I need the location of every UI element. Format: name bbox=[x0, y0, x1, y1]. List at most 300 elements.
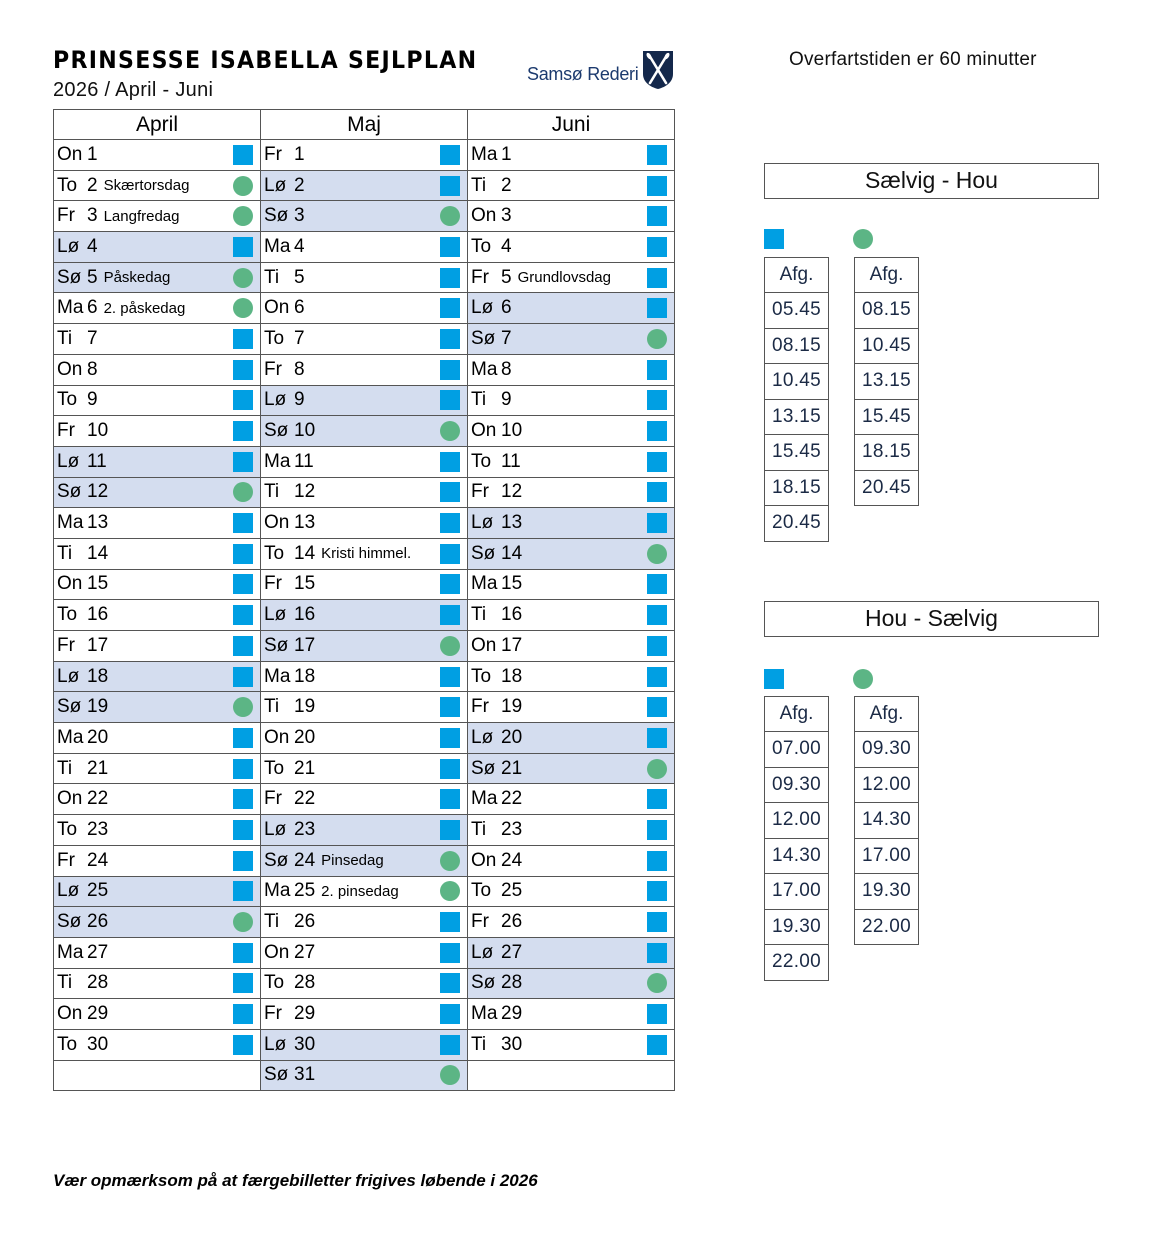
day-content bbox=[54, 754, 260, 784]
weekday-label: Ma bbox=[57, 512, 84, 534]
day-number: 5 bbox=[501, 266, 512, 288]
blue-square-icon bbox=[233, 636, 253, 656]
weekday-label: Ti bbox=[471, 604, 487, 626]
day-content bbox=[468, 478, 674, 508]
day-number: 30 bbox=[87, 1033, 109, 1055]
blue-square-icon bbox=[647, 421, 667, 441]
day-content bbox=[468, 539, 674, 569]
day-cell bbox=[261, 201, 468, 232]
weekday-label: Ti bbox=[471, 174, 487, 196]
calendar-row bbox=[54, 845, 675, 876]
calendar-row bbox=[54, 968, 675, 999]
weekday-label: Sø bbox=[57, 266, 82, 288]
blue-square-icon bbox=[647, 943, 667, 963]
day-content bbox=[468, 324, 674, 354]
day-number: 18 bbox=[501, 665, 523, 687]
blue-square-icon bbox=[647, 1004, 667, 1024]
day-number: 26 bbox=[501, 911, 523, 933]
departure-time: 15.45 bbox=[765, 435, 829, 471]
day-number: 11 bbox=[501, 450, 521, 472]
weekday-label: Fr bbox=[471, 911, 489, 933]
green-circle-icon bbox=[440, 1065, 460, 1085]
day-cell bbox=[261, 477, 468, 508]
day-content bbox=[54, 907, 260, 937]
day-content bbox=[261, 171, 467, 201]
timetable-row bbox=[765, 732, 829, 768]
day-number: 6 bbox=[87, 297, 98, 319]
day-number: 27 bbox=[87, 941, 109, 963]
timetable-header-row bbox=[855, 697, 919, 732]
weekday-label: Lø bbox=[264, 1033, 287, 1055]
timetable-saelvig-hou-square bbox=[764, 257, 829, 542]
day-number: 21 bbox=[501, 757, 523, 779]
blue-square-icon bbox=[440, 667, 460, 687]
day-number: 29 bbox=[87, 1003, 109, 1025]
blue-square-icon bbox=[233, 881, 253, 901]
day-cell bbox=[54, 201, 261, 232]
day-number: 3 bbox=[87, 205, 98, 227]
weekday-label: To bbox=[471, 880, 492, 902]
timetable-row bbox=[855, 435, 919, 471]
page-title: PRINSESSE ISABELLA SEJLPLAN bbox=[53, 46, 478, 74]
day-cell bbox=[54, 170, 261, 201]
timetable-row bbox=[765, 293, 829, 329]
departure-time: 10.45 bbox=[765, 364, 829, 400]
day-cell bbox=[261, 723, 468, 754]
weekday-label: Ma bbox=[264, 880, 291, 902]
day-number: 28 bbox=[501, 972, 523, 994]
green-circle-icon bbox=[233, 482, 253, 502]
day-cell bbox=[261, 232, 468, 263]
green-circle-icon bbox=[647, 973, 667, 993]
blue-square-icon bbox=[647, 881, 667, 901]
weekday-label: Fr bbox=[264, 143, 282, 165]
day-content bbox=[468, 723, 674, 753]
day-number: 27 bbox=[294, 941, 316, 963]
calendar-row bbox=[54, 508, 675, 539]
weekday-label: Lø bbox=[471, 726, 494, 748]
weekday-label: Sø bbox=[264, 205, 289, 227]
day-content bbox=[261, 263, 467, 293]
weekday-label: Ti bbox=[471, 1033, 487, 1055]
departure-header: Afg. bbox=[855, 258, 919, 293]
timetable-header-row bbox=[765, 258, 829, 293]
calendar-row bbox=[54, 600, 675, 631]
day-number: 10 bbox=[501, 420, 523, 442]
day-cell bbox=[54, 937, 261, 968]
calendar-row bbox=[54, 446, 675, 477]
timetable-row bbox=[855, 838, 919, 874]
blue-square-icon bbox=[764, 229, 784, 249]
departure-time: 08.15 bbox=[765, 328, 829, 364]
day-content bbox=[468, 600, 674, 630]
day-cell bbox=[468, 569, 675, 600]
weekday-label: Ma bbox=[264, 235, 291, 257]
weekday-label: Sø bbox=[57, 696, 82, 718]
departure-time: 12.00 bbox=[855, 767, 919, 803]
timetable-header-row bbox=[765, 697, 829, 732]
day-cell bbox=[261, 907, 468, 938]
day-content bbox=[54, 846, 260, 876]
day-number: 14 bbox=[294, 542, 316, 564]
weekday-label: To bbox=[471, 665, 492, 687]
departure-time: 13.15 bbox=[855, 364, 919, 400]
weekday-label: Ti bbox=[264, 266, 280, 288]
blue-square-icon bbox=[233, 728, 253, 748]
day-content bbox=[54, 662, 260, 692]
day-cell bbox=[54, 569, 261, 600]
day-number: 21 bbox=[294, 757, 316, 779]
green-circle-icon bbox=[853, 669, 873, 689]
day-cell bbox=[54, 538, 261, 569]
day-cell bbox=[54, 907, 261, 938]
timetable-row bbox=[765, 909, 829, 945]
sailing-calendar bbox=[53, 109, 675, 1091]
blue-square-icon bbox=[440, 728, 460, 748]
day-content bbox=[468, 447, 674, 477]
blue-square-icon bbox=[647, 636, 667, 656]
blue-square-icon bbox=[647, 390, 667, 410]
day-content bbox=[54, 447, 260, 477]
timetable-row bbox=[765, 364, 829, 400]
day-content bbox=[261, 1061, 467, 1091]
day-content bbox=[468, 1030, 674, 1060]
blue-square-icon bbox=[647, 206, 667, 226]
day-cell bbox=[54, 784, 261, 815]
departure-time: 09.30 bbox=[765, 767, 829, 803]
weekday-label: On bbox=[264, 297, 290, 319]
calendar-row bbox=[54, 692, 675, 723]
day-cell bbox=[261, 416, 468, 447]
day-number: 16 bbox=[87, 604, 109, 626]
calendar-row bbox=[54, 477, 675, 508]
weekday-label: On bbox=[57, 573, 83, 595]
calendar-row bbox=[54, 170, 675, 201]
weekday-label: Ti bbox=[57, 757, 73, 779]
calendar-row bbox=[54, 569, 675, 600]
weekday-label: Ti bbox=[264, 481, 280, 503]
day-cell bbox=[261, 508, 468, 539]
departure-time: 22.00 bbox=[765, 945, 829, 981]
green-circle-icon bbox=[233, 206, 253, 226]
day-content bbox=[468, 662, 674, 692]
day-cell bbox=[261, 140, 468, 171]
day-content bbox=[468, 416, 674, 446]
timetable-row bbox=[855, 470, 919, 506]
weekday-label: To bbox=[57, 1033, 78, 1055]
day-number: 10 bbox=[294, 420, 316, 442]
weekday-label: Fr bbox=[57, 420, 75, 442]
weekday-label: Sø bbox=[57, 911, 82, 933]
blue-square-icon bbox=[233, 360, 253, 380]
calendar-row bbox=[54, 815, 675, 846]
day-content bbox=[54, 1030, 260, 1060]
weekday-label: Lø bbox=[264, 389, 287, 411]
day-cell bbox=[468, 968, 675, 999]
weekday-label: Ti bbox=[57, 972, 73, 994]
holiday-label: 2. pinsedag bbox=[321, 882, 399, 900]
day-number: 22 bbox=[501, 788, 523, 810]
calendar-row bbox=[54, 999, 675, 1030]
blue-square-icon bbox=[440, 544, 460, 564]
day-content bbox=[468, 692, 674, 722]
day-content bbox=[261, 324, 467, 354]
day-cell bbox=[261, 446, 468, 477]
day-cell bbox=[468, 815, 675, 846]
day-cell bbox=[54, 385, 261, 416]
day-cell bbox=[261, 937, 468, 968]
timetable-hou-saelvig-square bbox=[764, 696, 829, 981]
weekday-label: Fr bbox=[264, 788, 282, 810]
day-cell bbox=[468, 262, 675, 293]
calendar-row bbox=[54, 416, 675, 447]
day-cell bbox=[468, 293, 675, 324]
calendar-row bbox=[54, 784, 675, 815]
timetable-row bbox=[765, 838, 829, 874]
blue-square-icon bbox=[440, 789, 460, 809]
timetable-header-row bbox=[855, 258, 919, 293]
timetable-row bbox=[855, 293, 919, 329]
day-number: 5 bbox=[294, 266, 305, 288]
holiday-label: Skærtorsdag bbox=[103, 177, 190, 195]
day-content bbox=[468, 293, 674, 323]
day-content bbox=[261, 600, 467, 630]
day-cell bbox=[261, 324, 468, 355]
day-number: 7 bbox=[501, 327, 512, 349]
weekday-label: Sø bbox=[264, 634, 289, 656]
weekday-label: Lø bbox=[264, 174, 287, 196]
blue-square-icon bbox=[647, 851, 667, 871]
day-number: 4 bbox=[87, 235, 98, 257]
weekday-label: Ti bbox=[264, 696, 280, 718]
calendar-row bbox=[54, 723, 675, 754]
day-content bbox=[54, 938, 260, 968]
day-content bbox=[468, 846, 674, 876]
day-cell bbox=[468, 845, 675, 876]
calendar-row bbox=[54, 1029, 675, 1060]
weekday-label: On bbox=[57, 358, 83, 380]
day-number: 1 bbox=[501, 143, 512, 165]
weekday-label: Lø bbox=[57, 235, 80, 257]
blue-square-icon bbox=[233, 820, 253, 840]
timetable-row bbox=[765, 328, 829, 364]
day-cell bbox=[54, 477, 261, 508]
day-cell bbox=[468, 907, 675, 938]
weekday-label: To bbox=[57, 389, 78, 411]
departure-time: 15.45 bbox=[855, 399, 919, 435]
calendar-row bbox=[54, 1060, 675, 1091]
day-content bbox=[261, 232, 467, 262]
day-cell bbox=[468, 692, 675, 723]
day-content bbox=[261, 723, 467, 753]
day-content bbox=[468, 877, 674, 907]
green-circle-icon bbox=[440, 206, 460, 226]
blue-square-icon bbox=[647, 513, 667, 533]
blue-square-icon bbox=[233, 973, 253, 993]
timetable-row bbox=[855, 364, 919, 400]
day-cell bbox=[261, 631, 468, 662]
day-cell bbox=[468, 140, 675, 171]
day-number: 16 bbox=[294, 604, 316, 626]
day-number: 18 bbox=[294, 665, 316, 687]
weekday-label: Ma bbox=[471, 1003, 498, 1025]
day-number: 12 bbox=[294, 481, 316, 503]
day-cell bbox=[54, 508, 261, 539]
weekday-label: On bbox=[471, 420, 497, 442]
day-cell bbox=[54, 416, 261, 447]
day-content bbox=[261, 938, 467, 968]
day-content bbox=[261, 539, 467, 569]
day-number: 2 bbox=[501, 174, 512, 196]
weekday-label: To bbox=[264, 972, 285, 994]
day-content bbox=[54, 416, 260, 446]
day-number: 25 bbox=[501, 880, 523, 902]
weekday-label: Lø bbox=[57, 880, 80, 902]
day-cell bbox=[468, 508, 675, 539]
day-cell bbox=[54, 631, 261, 662]
blue-square-icon bbox=[233, 667, 253, 687]
day-number: 18 bbox=[87, 665, 109, 687]
calendar-row bbox=[54, 354, 675, 385]
timetable-row bbox=[765, 506, 829, 542]
day-cell bbox=[261, 1029, 468, 1060]
departure-time: 22.00 bbox=[855, 909, 919, 945]
day-number: 29 bbox=[501, 1003, 523, 1025]
holiday-label: Kristi himmel. bbox=[321, 545, 412, 563]
day-content bbox=[54, 969, 260, 999]
calendar-row bbox=[54, 140, 675, 171]
day-number: 24 bbox=[87, 849, 109, 871]
month-header: Maj bbox=[261, 110, 468, 140]
day-number: 24 bbox=[294, 849, 316, 871]
day-content bbox=[261, 969, 467, 999]
departure-time: 07.00 bbox=[765, 732, 829, 768]
calendar-row bbox=[54, 262, 675, 293]
day-cell bbox=[261, 753, 468, 784]
departure-time: 19.30 bbox=[765, 909, 829, 945]
day-cell bbox=[54, 845, 261, 876]
day-content bbox=[261, 815, 467, 845]
holiday-label: Påskedag bbox=[103, 269, 171, 287]
day-content bbox=[468, 232, 674, 262]
weekday-label: Lø bbox=[57, 450, 80, 472]
day-number: 8 bbox=[294, 358, 305, 380]
day-content bbox=[261, 907, 467, 937]
green-circle-icon bbox=[233, 697, 253, 717]
day-content bbox=[468, 999, 674, 1029]
day-cell bbox=[261, 968, 468, 999]
timetable-row bbox=[765, 399, 829, 435]
weekday-label: Ma bbox=[57, 941, 84, 963]
day-cell bbox=[261, 600, 468, 631]
weekday-label: To bbox=[264, 327, 285, 349]
day-content bbox=[261, 508, 467, 538]
day-number: 20 bbox=[87, 726, 109, 748]
departure-header: Afg. bbox=[765, 697, 829, 732]
timetable-row bbox=[765, 945, 829, 981]
weekday-label: To bbox=[57, 818, 78, 840]
timetable-row bbox=[855, 767, 919, 803]
blue-square-icon bbox=[647, 298, 667, 318]
green-circle-icon bbox=[440, 636, 460, 656]
green-circle-icon bbox=[647, 544, 667, 564]
departure-time: 09.30 bbox=[855, 732, 919, 768]
weekday-label: To bbox=[57, 604, 78, 626]
day-number: 5 bbox=[87, 266, 98, 288]
day-content bbox=[54, 140, 260, 170]
empty-day-cell bbox=[54, 1060, 261, 1091]
blue-square-icon bbox=[440, 237, 460, 257]
weekday-label: To bbox=[264, 757, 285, 779]
day-number: 13 bbox=[87, 512, 109, 534]
day-number: 25 bbox=[294, 880, 316, 902]
day-cell bbox=[54, 1029, 261, 1060]
blue-square-icon bbox=[233, 605, 253, 625]
departure-time: 18.15 bbox=[765, 470, 829, 506]
blue-square-icon bbox=[440, 1035, 460, 1055]
day-content bbox=[54, 386, 260, 416]
blue-square-icon bbox=[233, 513, 253, 533]
departure-header: Afg. bbox=[855, 697, 919, 732]
day-content bbox=[54, 539, 260, 569]
blue-square-icon bbox=[440, 759, 460, 779]
day-content bbox=[261, 201, 467, 231]
day-number: 19 bbox=[501, 696, 523, 718]
day-number: 14 bbox=[87, 542, 109, 564]
day-content bbox=[468, 570, 674, 600]
blue-square-icon bbox=[440, 605, 460, 625]
day-content bbox=[468, 631, 674, 661]
day-number: 6 bbox=[294, 297, 305, 319]
weekday-label: On bbox=[264, 726, 290, 748]
weekday-label: Sø bbox=[471, 327, 496, 349]
day-number: 11 bbox=[294, 450, 314, 472]
green-circle-icon bbox=[647, 759, 667, 779]
departure-time: 18.15 bbox=[855, 435, 919, 471]
day-content bbox=[261, 631, 467, 661]
departure-time: 05.45 bbox=[765, 293, 829, 329]
day-content bbox=[54, 201, 260, 231]
day-number: 27 bbox=[501, 941, 523, 963]
empty-day-cell bbox=[468, 1060, 675, 1091]
timetable-row bbox=[765, 470, 829, 506]
day-cell bbox=[54, 692, 261, 723]
holiday-label: Pinsedag bbox=[321, 852, 384, 870]
blue-square-icon bbox=[233, 1004, 253, 1024]
day-cell bbox=[261, 661, 468, 692]
day-number: 2 bbox=[294, 174, 305, 196]
day-content bbox=[468, 815, 674, 845]
calendar-row bbox=[54, 907, 675, 938]
weekday-label: Sø bbox=[57, 481, 82, 503]
day-number: 3 bbox=[501, 205, 512, 227]
day-number: 17 bbox=[501, 634, 523, 656]
timetable-row bbox=[765, 435, 829, 471]
blue-square-icon bbox=[440, 820, 460, 840]
day-cell bbox=[261, 1060, 468, 1091]
day-content bbox=[468, 201, 674, 231]
green-circle-icon bbox=[233, 176, 253, 196]
green-circle-icon bbox=[853, 229, 873, 249]
day-cell bbox=[468, 477, 675, 508]
day-cell bbox=[468, 538, 675, 569]
day-content bbox=[468, 938, 674, 968]
calendar-row bbox=[54, 661, 675, 692]
holiday-label: 2. påskedag bbox=[103, 299, 186, 317]
day-content bbox=[54, 784, 260, 814]
day-cell bbox=[54, 232, 261, 263]
weekday-label: On bbox=[471, 205, 497, 227]
